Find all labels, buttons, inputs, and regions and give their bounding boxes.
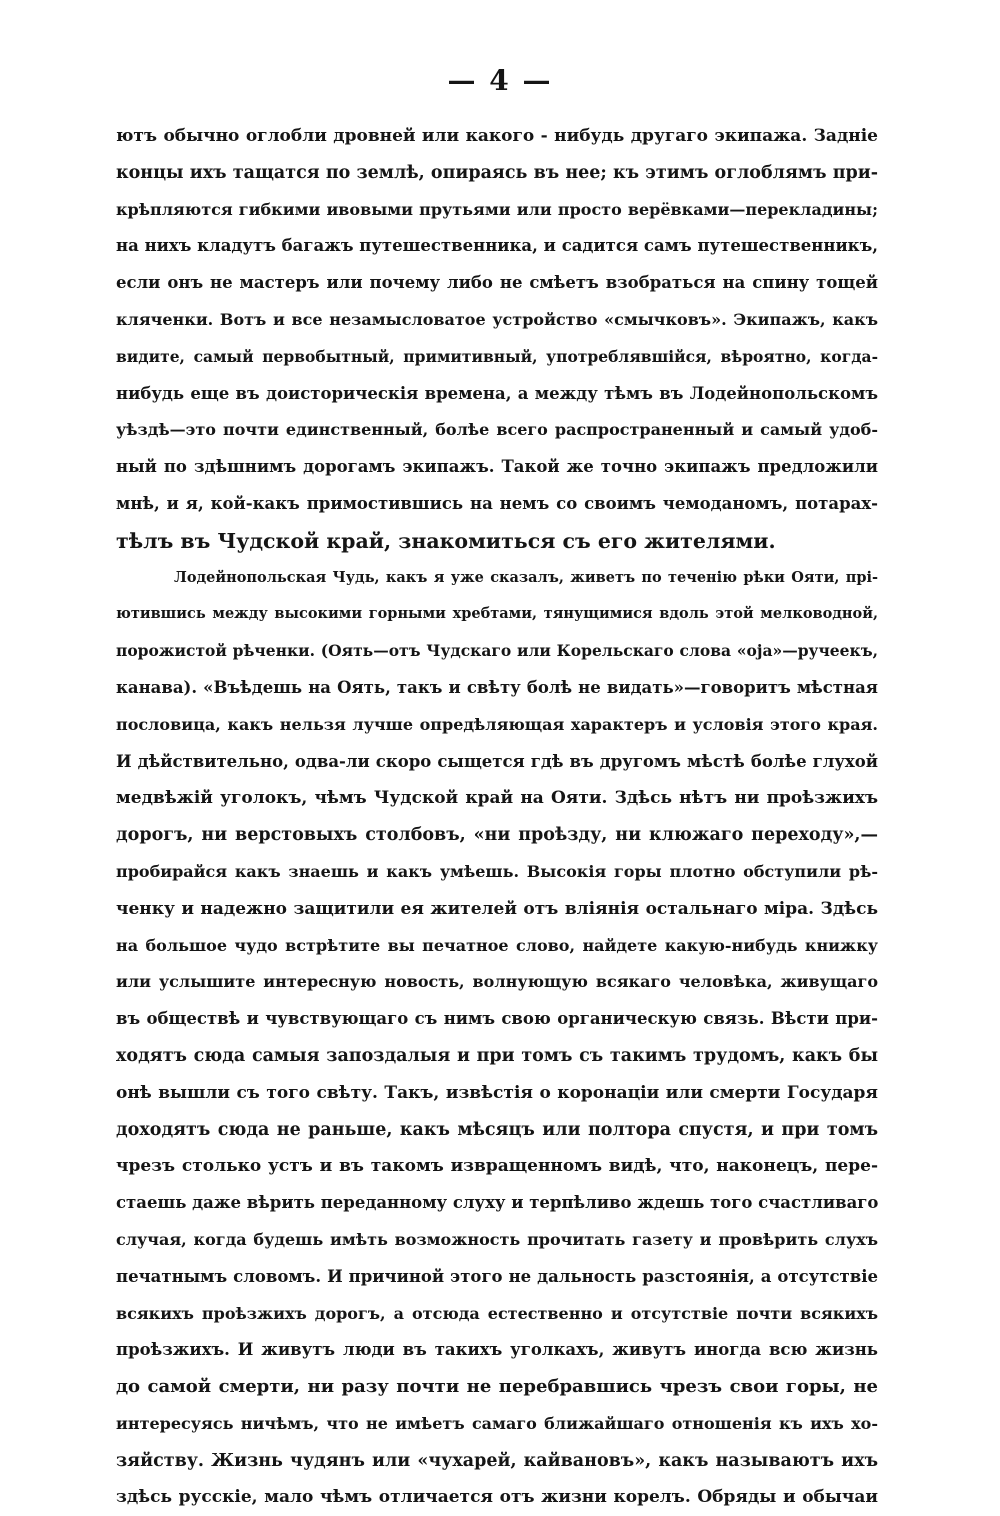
text-line: дорогъ, ни верстовыхъ столбовъ, «ни проѣзду, ни клюжаго переходу»,— — [116, 825, 878, 846]
text-line: проѣзжихъ. И живутъ люди въ такихъ уголкахъ, живутъ иногда всю жизнь — [116, 1340, 878, 1360]
text-line: пробирайся какъ знаешь и какъ умѣешь. Высокія горы плотно обступили рѣ- — [116, 861, 878, 881]
text-line: всякихъ проѣзжихъ дорогъ, а отсюда естественно и отсутствіе почти всякихъ — [116, 1303, 878, 1323]
text-line: пословица, какъ нельзя лучше опредѣляющая характеръ и условія этого края. — [116, 714, 878, 734]
text-line: интересуясь ничѣмъ, что не имѣетъ самаго ближайшаго отношенія къ ихъ хо- — [116, 1413, 878, 1433]
paragraph-2 — [116, 560, 878, 1516]
text-line: на нихъ кладутъ багажъ путешественника, и садится самъ путешественникъ, — [116, 236, 878, 256]
text-line: въ обществѣ и чувствующаго съ нимъ свою органическую связь. Вѣсти при- — [116, 1009, 878, 1029]
text-line: крѣпляются гибкими ивовыми прутьями или просто верёвками—перекладины; — [116, 199, 878, 219]
text-line: порожистой рѣченки. (Оять—отъ Чудскаго или Корельскаго слова «оја»—ручеекъ, — [116, 641, 878, 661]
text-line: нибудь еще въ доисторическія времена, а между тѣмъ въ Лодейнопольскомъ — [116, 383, 878, 403]
text-line: И дѣйствительно, одва-ли скоро сыщется гдѣ въ другомъ мѣстѣ болѣе глухой — [116, 751, 878, 771]
text-line: уѣздѣ—это почти единственный, болѣе всего распространенный и самый удоб- — [116, 420, 878, 440]
text-line: или услышите интересную новость, волнующую всякаго человѣка, живущаго — [116, 972, 878, 992]
text-line: ютившись между высокими горными хребтами, тянущимися вдоль этой мелководной, — [116, 605, 878, 623]
text-line: ный по здѣшнимъ дорогамъ экипажъ. Такой же точно экипажъ предложили — [116, 457, 878, 477]
body-text — [116, 118, 878, 1516]
text-line: канава). «Въѣдешь на Оять, такъ и свѣту болѣ не видать»—говоритъ мѣстная — [116, 677, 878, 697]
text-line: кляченки. Вотъ и все незамысловатое устройство «смычковъ». Экипажъ, какъ — [116, 309, 878, 329]
text-line: Лодейнопольская Чудь, какъ я уже сказалъ, живетъ по теченію рѣки Ояти, прі- — [174, 568, 878, 586]
text-line: онѣ вышли съ того свѣту. Такъ, извѣстія о коронаціи или смерти Государя — [116, 1082, 878, 1103]
text-line: здѣсь русскіе, мало чѣмъ отличается отъ жизни корелъ. Обряды и обычаи — [116, 1487, 878, 1508]
text-line: печатнымъ словомъ. И причиной этого не дальность разстоянія, а отсутствіе — [116, 1266, 878, 1286]
text-line: чрезъ столько устъ и въ такомъ извращенномъ видѣ, что, наконецъ, пере- — [116, 1156, 878, 1177]
text-line: медвѣжій уголокъ, чѣмъ Чудской край на Ояти. Здѣсь нѣтъ ни проѣзжихъ — [116, 788, 878, 809]
text-line: ходятъ сюда самыя запоздалыя и при томъ съ такимъ трудомъ, какъ бы — [116, 1045, 878, 1066]
text-line: если онъ не мастеръ или почему либо не смѣетъ взобраться на спину тощей — [116, 273, 878, 293]
text-line: видите, самый первобытный, примитивный, употреблявшійся, вѣроятно, когда- — [116, 346, 878, 366]
text-line: случая, когда будешь имѣть возможность прочитать газету и провѣрить слухъ — [116, 1229, 878, 1249]
text-line: до самой смерти, ни разу почти не перебравшись чрезъ свои горы, не — [116, 1376, 878, 1398]
page-number: — 4 — — [447, 64, 553, 97]
text-line: концы ихъ тащатся по землѣ, опираясь въ нее; къ этимъ оглоблямъ при- — [116, 162, 878, 183]
text-line: стаешь даже вѣрить переданному слуху и терпѣливо ждешь того счастливаго — [116, 1193, 878, 1213]
text-line: мнѣ, и я, кой-какъ примостившись на немъ со своимъ чемоданомъ, потарах- — [116, 493, 878, 513]
text-line: тѣлъ въ Чудской край, знакомиться съ его жителями. — [116, 528, 776, 553]
text-line: доходятъ сюда не раньше, какъ мѣсяцъ или полтора спустя, и при томъ — [116, 1119, 878, 1140]
paragraph-1 — [116, 118, 878, 560]
text-line: ченку и надежно защитили ея жителей отъ вліянія остальнаго міра. Здѣсь — [116, 898, 878, 919]
text-line: зяйству. Жизнь чудянъ или «чухарей, кайвановъ», какъ называютъ ихъ — [116, 1450, 878, 1471]
text-line: ютъ обычно оглобли дровней или какого - нибудь другаго экипажа. Задніе — [116, 126, 878, 146]
text-line: на большое чудо встрѣтите вы печатное слово, найдете какую-нибудь книжку — [116, 935, 878, 955]
